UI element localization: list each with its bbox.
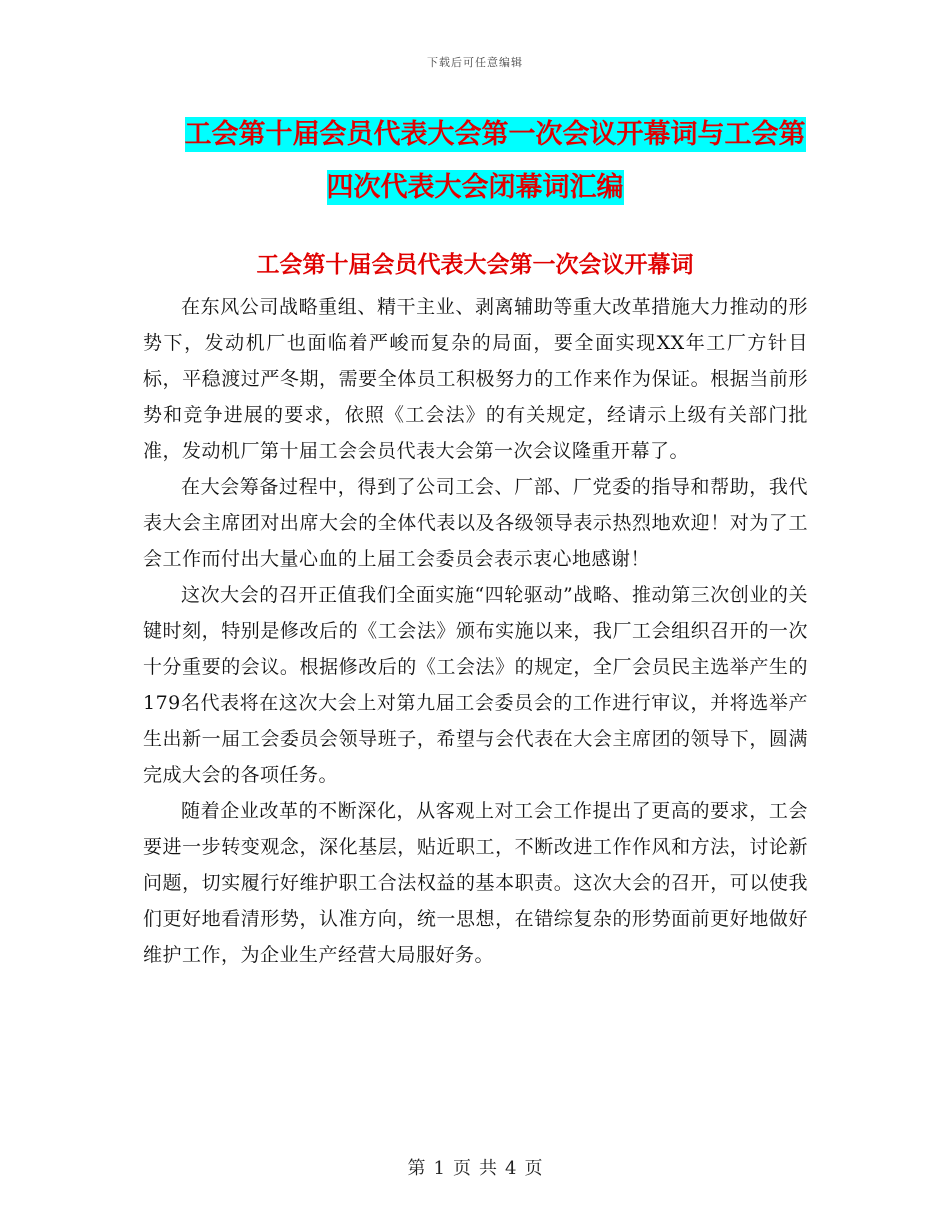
document-title bbox=[0, 108, 950, 214]
section-title: 工会第十届会员代表大会第一次会议开幕词 bbox=[256, 252, 694, 278]
title-line-1: 工会第十届会员代表大会第一次会议开幕词与工会第 bbox=[184, 119, 806, 150]
footer-total-prefix: 共 bbox=[479, 1158, 497, 1179]
footer-prefix: 第 bbox=[407, 1158, 426, 1179]
footer-suffix: 页 bbox=[524, 1158, 543, 1179]
paragraph: 在东风公司战略重组、精干主业、剥离辅助等重大改革措施大力推动的形势下，发动机厂也面临着严峻而复杂的局面，要全面实现XX年工厂方针目标，平稳渡过严冬期，需要全体员工积极努力的工作来作为保证。根据当前形势和竞争进展的要求，依照《工会法》的有关规定，经请示上级有关部门批准，发动机厂第十届工会会员代表大会第一次会议隆重开幕了。 bbox=[143, 296, 808, 462]
paragraph: 随着企业改革的不断深化，从客观上对工会工作提出了更高的要求，工会要进一步转变观念，深化基层，贴近职工，不断改进工作作风和方法，讨论新问题，切实履行好维护职工合法权益的基本职责。这次大会的召开，可以使我们更好地看清形势，认准方向，统一思想，在错综复杂的形势面前更好地做好维护工作，为企业生产经营大局服好务。 bbox=[143, 800, 808, 966]
body-text bbox=[143, 289, 808, 973]
title-line-2: 四次代表大会闭幕词汇编 bbox=[326, 172, 624, 203]
header-note: 下载后可任意编辑 bbox=[427, 56, 523, 69]
footer-mid: 页 bbox=[453, 1158, 471, 1179]
page-total: 4 bbox=[505, 1158, 517, 1179]
page-number: 1 bbox=[433, 1158, 445, 1179]
page-footer bbox=[0, 1154, 950, 1180]
paragraph: 在大会筹备过程中，得到了公司工会、厂部、厂党委的指导和帮助，我代表大会主席团对出席大会的全体代表以及各级领导表示热烈地欢迎！对为了工会工作而付出大量心血的上届工会委员会表示衷心地感谢！ bbox=[143, 476, 808, 570]
paragraph: 这次大会的召开正值我们全面实施“四轮驱动”战略、推动第三次创业的关键时刻，特别是修改后的《工会法》颁布实施以来，我厂工会组织召开的一次十分重要的会议。根据修改后的《工会法》的规定，全厂会员民主选举产生的179名代表将在这次大会上对第九届工会委员会的工作进行审议，并将选举产生出新一届工会委员会领导班子，希望与会代表在大会主席团的领导下，圆满完成大会的各项任务。 bbox=[143, 584, 808, 786]
